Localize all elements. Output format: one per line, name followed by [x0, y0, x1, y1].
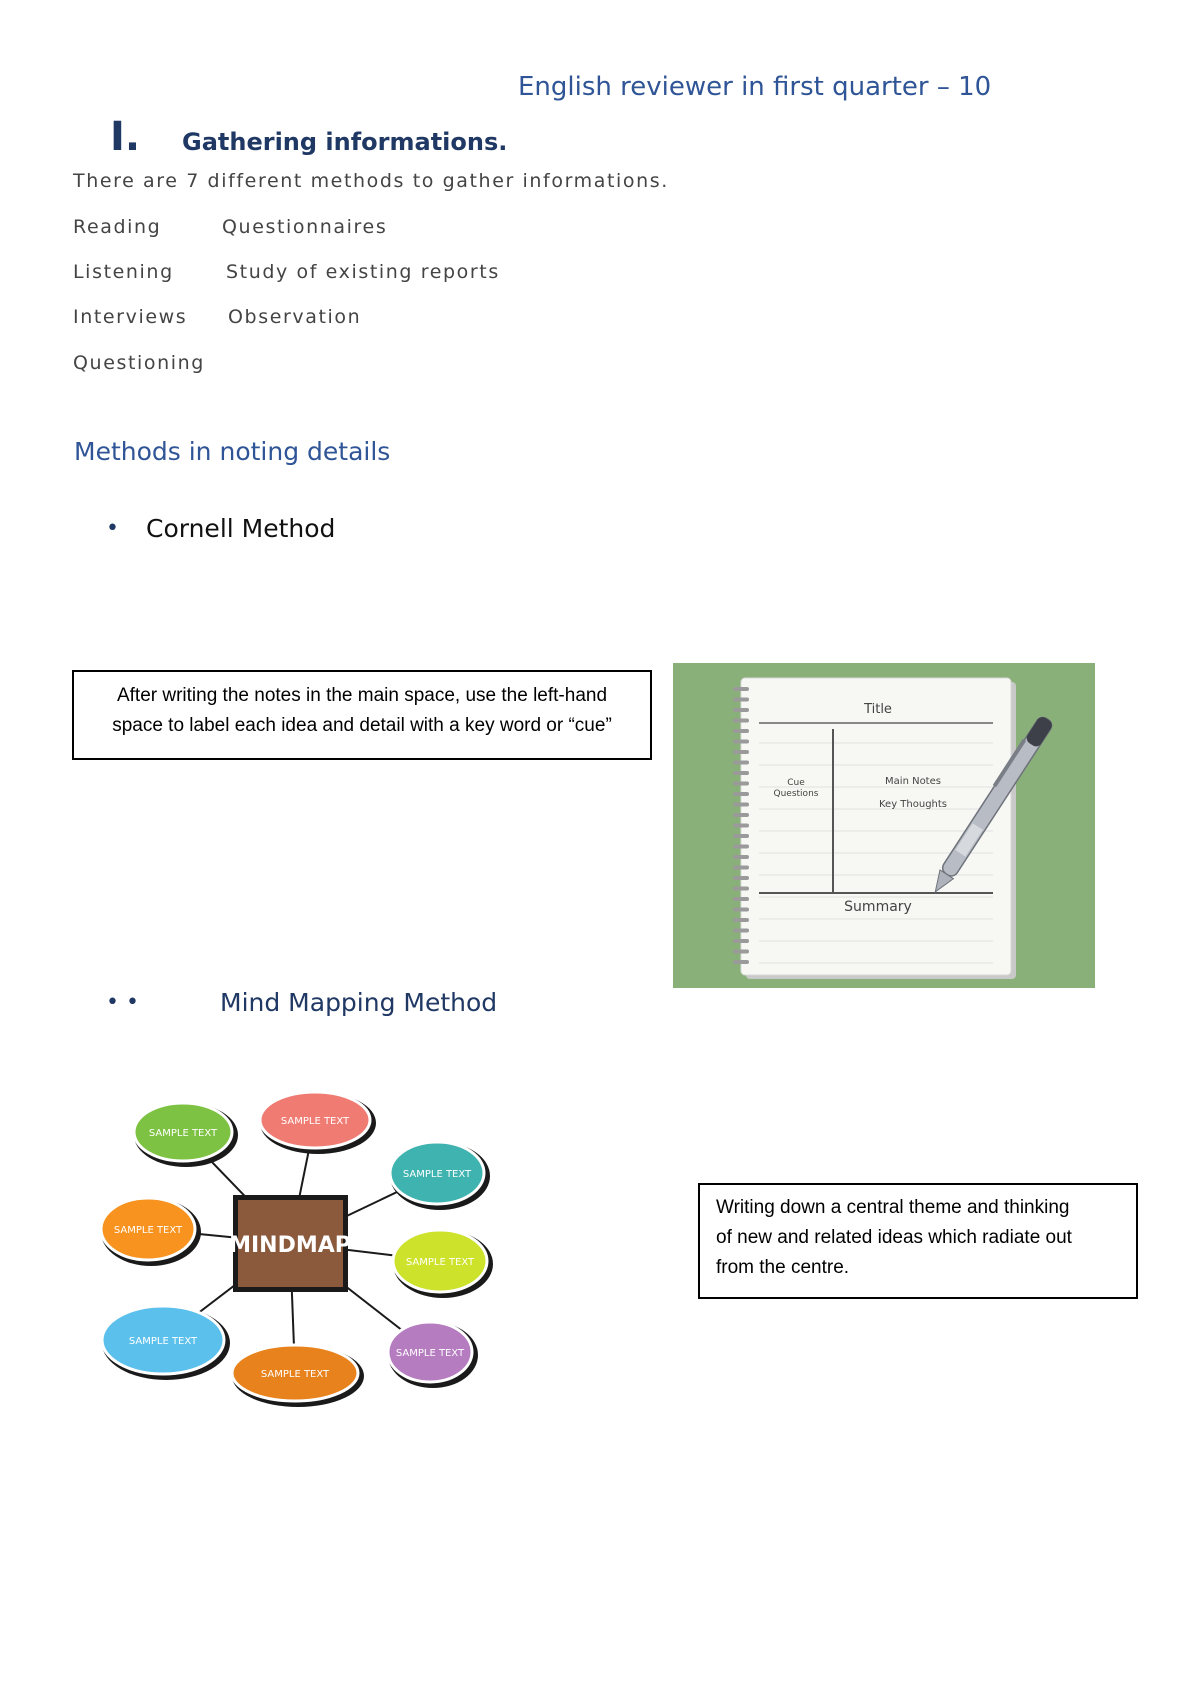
- mindmap-node: [390, 1142, 490, 1210]
- spiral-ring: [733, 866, 749, 870]
- image-cue-text: Cue: [787, 778, 805, 788]
- spiral-ring: [733, 939, 749, 943]
- section-numeral: I.: [110, 114, 141, 160]
- method-interviews: Interviews: [73, 306, 188, 328]
- spiral-ring: [733, 803, 749, 807]
- spiral-ring: [733, 918, 749, 922]
- image-summary-text: Summary: [844, 899, 912, 915]
- spiral-ring: [733, 792, 749, 796]
- image-main-notes-text: Main Notes: [885, 776, 941, 787]
- mindmap-node: [102, 1306, 230, 1380]
- spiral-ring: [733, 929, 749, 933]
- spiral-ring: [733, 782, 749, 786]
- cornell-note-line-2: space to label each idea and detail with a key word or “cue”: [112, 715, 612, 736]
- method-study-reports: Study of existing reports: [226, 261, 500, 283]
- spiral-ring: [733, 687, 749, 691]
- mindmap-node-text: SAMPLE TEXT: [280, 1116, 350, 1127]
- spiral-ring: [733, 740, 749, 744]
- mindmap-note-line-3: from the centre.: [716, 1257, 850, 1278]
- mind-mapping-label: Mind Mapping Method: [220, 988, 498, 1017]
- mindmap-node-text: SAMPLE TEXT: [402, 1169, 472, 1180]
- spiral-ring: [733, 960, 749, 964]
- method-questionnaires: Questionnaires: [222, 216, 388, 238]
- mindmap-node: [101, 1198, 201, 1266]
- spiral-ring: [733, 834, 749, 838]
- spiral-ring: [733, 897, 749, 901]
- mindmap-note-line-1: Writing down a central theme and thinking: [716, 1197, 1070, 1218]
- mindmap-node: [134, 1103, 238, 1167]
- image-title-text: Title: [864, 702, 892, 717]
- mindmap-image: [85, 1080, 505, 1415]
- mindmap-note-box: [698, 1183, 1138, 1299]
- document-title: English reviewer in first quarter – 10: [518, 72, 992, 102]
- mindmap-node-text: SAMPLE TEXT: [113, 1225, 183, 1236]
- center-node-text: MINDMAP: [229, 1233, 351, 1258]
- section-heading: Gathering informations.: [182, 128, 508, 156]
- spiral-ring: [733, 813, 749, 817]
- spiral-ring: [733, 771, 749, 775]
- spiral-ring: [733, 887, 749, 891]
- spiral-ring: [733, 876, 749, 880]
- mindmap-node: [393, 1230, 493, 1298]
- method-listening: Listening: [73, 261, 174, 283]
- image-key-thoughts-text: Key Thoughts: [878, 799, 948, 810]
- mindmap-node-text: SAMPLE TEXT: [148, 1128, 218, 1139]
- method-questioning: Questioning: [73, 352, 205, 374]
- spiral-ring: [733, 845, 749, 849]
- methods-subheading: Methods in noting details: [74, 437, 391, 466]
- mindmap-node: [260, 1092, 376, 1154]
- spiral-ring: [733, 950, 749, 954]
- mindmap-node: [232, 1345, 364, 1407]
- spiral-ring: [733, 908, 749, 912]
- intro-text: There are 7 different methods to gather informations.: [73, 170, 669, 192]
- image-cue-questions-text: Questions: [773, 789, 819, 799]
- spiral-ring: [733, 750, 749, 754]
- cornell-note-box: [72, 670, 652, 760]
- cornell-note-line-1: After writing the notes in the main space, use the left-hand: [116, 685, 608, 706]
- mindmap-node-text: SAMPLE TEXT: [405, 1257, 475, 1268]
- mindmap-bullets: • •: [106, 990, 139, 1015]
- spiral-ring: [733, 708, 749, 712]
- spiral-ring: [733, 729, 749, 733]
- mindmap-node-text: SAMPLE TEXT: [128, 1336, 198, 1347]
- cornell-method-label: Cornell Method: [146, 514, 336, 543]
- mindmap-node: [388, 1322, 478, 1388]
- spiral-ring: [733, 698, 749, 702]
- cornell-bullet: •: [106, 516, 119, 541]
- spiral-ring: [733, 719, 749, 723]
- method-reading: Reading: [73, 216, 162, 238]
- mindmap-svg: [85, 1080, 505, 1415]
- spiral-ring: [733, 824, 749, 828]
- mindmap-node-text: SAMPLE TEXT: [260, 1369, 330, 1380]
- method-observation: Observation: [228, 306, 362, 328]
- mindmap-note-line-2: of new and related ideas which radiate out: [716, 1227, 1072, 1248]
- cornell-notes-image: [673, 663, 1095, 988]
- mindmap-node-text: SAMPLE TEXT: [395, 1348, 465, 1359]
- cornell-notes-svg: [673, 663, 1095, 988]
- spiral-ring: [733, 855, 749, 859]
- spiral-ring: [733, 761, 749, 765]
